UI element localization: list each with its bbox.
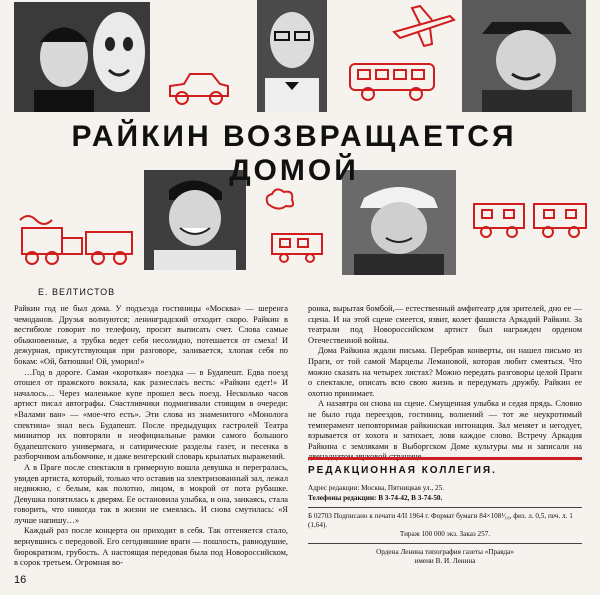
article-title: РАЙКИН ВОЗВРАЩАЕТСЯ ДОМОЙ [71,120,517,187]
cloud-doodle [262,186,298,212]
wagons-doodle [470,196,590,240]
paragraph: А назавтра он снова на сцене. Смущенная улыбка и седая прядь. Словно не было года переездов, гостиниц, волнений — тот же неукротимый темперамент неповторимая райкинская интонация. Зал меняет и негодует, взрывается от хохота и затихает, ловя каждое слово. Встречу Аркадия Райкина с земляками в Выборгском Доме культуры мы и записали на [308,399,582,451]
printer-line-2: имени В. И. Ленина [414,557,476,565]
page-number: 16 [14,574,27,586]
car-doodle [166,70,232,108]
paragraph: Дома Райкина ждали письма. Перебрав конверты, он нашел письмо из Праги, от той самой Марцелы Лемановой, которая любит смеяться. Что можно сказать на четырех листах? Можно передать разговоры целой Праги о спектакле, описать всю свою жизнь и передумать дружбу. Райкин ее охотно принимает. [308,346,582,398]
editorial-address: Адрес редакции: Москва, Пятницкая ул., 25. [308,484,445,492]
paragraph: Райкин год не был дома. У подъезда гостиницы «Москва» — шеренга чемоданов. Друзья волнуются; ленинградский отходит скоро. Райкин в вестибюле говорит по телефону, просит выписать счет. Слова самые обыкновенные, а трубка ведет себя несолидно, потешается от смеха! И дежурная, присутствующая при разговоре, заливается, хлопая себя по бокам: «Ой, батюшки! Ой, уморил!» [14,304,288,366]
divider [308,543,582,544]
bus-doodle [346,60,438,102]
photo-man-glasses [257,0,327,112]
article-column-right [308,304,582,463]
photo-man-hat-top [462,0,586,112]
printer-line-1: Ордена Ленина типография газеты «Правда» [376,548,514,556]
photo-raikin-mask [14,2,150,112]
print-info: Б 02703 Подписано к печати 4/II 1964 г. Формат бумаги 84×108¹⁄₁₆, физ. л. 0,5, печ. л. 1 (1,64). [308,512,573,529]
print-run: Тираж 100 000 экз. Заказ 257. [399,530,491,538]
paragraph: ронка, вырытая бомбой,— естественный амфитеатр для зрителей, дно ее — сцена. И на этой сцене смеется, язвит, колет фашиста Аркадий Райкин. За театрали под Новороссийском артист был награжден орденом Отечественной войны. [308,304,582,345]
red-divider [308,457,582,460]
editorial-phones: Телефоны редакции: В 3-74-42, В 3-74-50. [308,494,443,502]
author-name: Е. ВЕЛТИСТОВ [38,287,116,297]
paragraph: Каждый раз после концерта он приходит в себя. Так оттеняется стало, вернувшись с передовой. Его сегодняшние враги — пошлость, равнодушие, бюрократизм, грубость. А настоящая передовая была под Новороссийском, в сорок третьем. Огромная во- [14,526,288,568]
paragraph: …Год в дороге. Самая «короткая» поездка — в Будапешт. Едва поезд отошел от пражского вокзала, как разнеслась весть: «Райкин едет!» И началось… Через маленькое купе прошел весь поезд. Несколько часов артист писал автографы. Счастливчики подмигивали стоящим в очереди: «Валами ван» — «мое-что есть». Эти слова из знаменитого «Монолога спектина» знал весь Будапешт. После предыдущих гастролей Театра миниатюр их повторяли и неофициальные рамки самого большого будапештского универмага, и сатирические разделы газет, и песенка в разборчивом альбомчике, и даже венгерский словарь крылатых выражений. [14,367,288,462]
airplane-doodle [390,4,458,50]
editorial-heading: РЕДАКЦИОННАЯ КОЛЛЕГИЯ. [308,465,497,476]
train-doodle [14,212,140,268]
paragraph: А в Праге после спектакля в гримерную вошла девушка и перегралась, увидев артиста, который, только что оставив на злектризованный зал, лежал недвижно, с белым, как полотно, лицом, в мокрой от пота рубашке. Девушка попятилась к дверям. Ее остановила улыбка, и она, заикаясь, стала говорить, что никогда так в жизни не смеялась. И снова смутилась: «Я лучше напишу…» [14,462,288,525]
railcar-doodle [268,230,326,264]
divider [308,507,582,508]
article-column-left [14,304,288,569]
